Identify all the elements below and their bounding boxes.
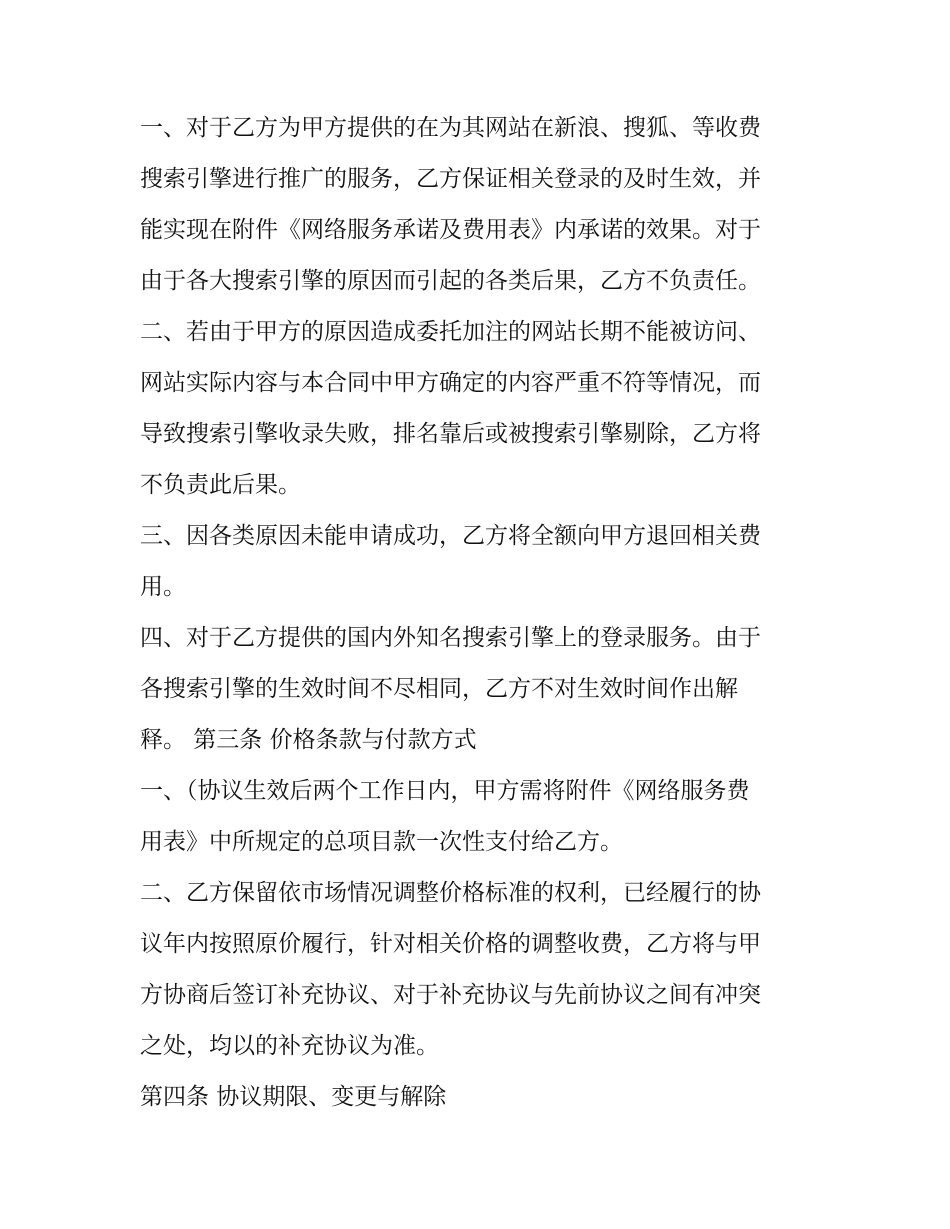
text-line: 二、若由于甲方的原因造成委托加注的网站长期不能被访问、 bbox=[140, 319, 761, 345]
text-line: 各搜索引擎的生效时间不尽相同，乙方不对生效时间作出解 bbox=[140, 676, 738, 702]
text-line: 用。 bbox=[140, 574, 186, 600]
text-line: 用表》中所规定的总项目款一次性支付给乙方。 bbox=[140, 829, 623, 855]
text-line: 由于各大搜索引擎的原因而引起的各类后果，乙方不负责任。 bbox=[140, 268, 761, 294]
section-heading-line: 释。 第三条 价格条款与付款方式 bbox=[140, 727, 477, 753]
text-line: 能实现在附件《网络服务承诺及费用表》内承诺的效果。对于 bbox=[140, 217, 761, 243]
text-line: 不负责此后果。 bbox=[140, 472, 301, 498]
text-line: 之处，均以的补充协议为准。 bbox=[140, 1033, 439, 1059]
text-line: 导致搜索引擎收录失败，排名靠后或被搜索引擎剔除，乙方将 bbox=[140, 421, 761, 447]
text-line: 三、因各类原因未能申请成功，乙方将全额向甲方退回相关费 bbox=[140, 523, 761, 549]
text-line: 二、乙方保留依市场情况调整价格标准的权利，已经履行的协 bbox=[140, 880, 761, 906]
section-heading: 第四条 协议期限、变更与解除 bbox=[140, 1084, 447, 1110]
text-line: 一、（协议生效后两个工作日内，甲方需将附件《网络服务费 bbox=[140, 778, 750, 804]
text-line: 网站实际内容与本合同中甲方确定的内容严重不符等情况，而 bbox=[140, 370, 761, 396]
text-line: 方协商后签订补充协议、对于补充协议与先前协议之间有冲突 bbox=[140, 982, 761, 1008]
text-line: 四、对于乙方提供的国内外知名搜索引擎上的登录服务。由于 bbox=[140, 625, 761, 651]
text-line: 议年内按照原价履行，针对相关价格的调整收费，乙方将与甲 bbox=[140, 931, 761, 957]
document-body bbox=[140, 103, 820, 1123]
text-line: 搜索引擎进行推广的服务，乙方保证相关登录的及时生效，并 bbox=[140, 166, 761, 192]
text-line: 一、对于乙方为甲方提供的在为其网站在新浪、搜狐、等收费 bbox=[140, 115, 761, 141]
